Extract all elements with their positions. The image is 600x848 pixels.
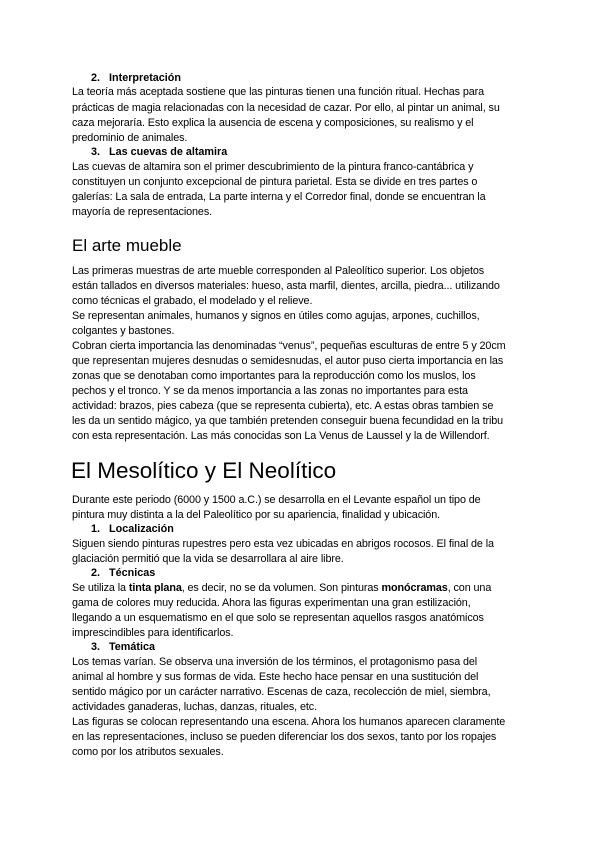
paragraph-line: Las cuevas de altamira son el primer descubrimiento de la pintura franco-cantábrica y (72, 161, 474, 173)
heading-number: 3. (91, 641, 101, 653)
paragraph-line: en las representaciones, incluso se pueden diferenciar los dos sexos, tanto por los ropajes (72, 731, 497, 743)
paragraph-line: zonas que se denotaban como importantes para la reproducción como los muslos, los (72, 370, 476, 382)
paragraph-line: pintura muy distinta a la del Paleolítico por su apariencia, finalidad y ubicación. (72, 509, 441, 521)
paragraph-line: Se representan animales, humanos y signos en útiles como agujas, arpones, cuchillos, (72, 310, 480, 322)
heading-localizacion (91, 522, 174, 536)
paragraph-line: prácticas de magia relacionadas con la necesidad de cazar. Por ello, al pintar un animal, su (72, 102, 500, 114)
paragraph-line: llegando a un esquematismo en el que solo se representan aquellos rasgos anatómicos (72, 612, 484, 624)
paragraph-line: Los temas varían. Se observa una inversión de los términos, el protagonismo pasa del (72, 656, 478, 668)
heading-number: 2. (91, 567, 101, 579)
paragraph-line: Siguen siendo pinturas rupestres pero esta vez ubicadas en abrigos rocosos. El final de la (72, 538, 494, 550)
paragraph-line: Durante este periodo (6000 y 1500 a.C.) se desarrolla en el Levante español un tipo de (72, 494, 481, 506)
heading-title: Interpretación (109, 72, 181, 84)
heading-title: Técnicas (109, 567, 156, 579)
paragraph-line: gama de colores muy reducida. Ahora las figuras experimentan una gran estilización, (72, 597, 471, 609)
heading-tematica (91, 640, 155, 654)
paragraph-line: como técnicas el grabado, el modelado y el relieve. (72, 295, 313, 307)
section-title-arte-mueble: El arte mueble (72, 236, 182, 255)
heading-title: Temática (109, 641, 156, 653)
paragraph-line: colgantes y bastones. (72, 325, 175, 337)
heading-cuevas (91, 145, 227, 159)
paragraph-line: actividades ganaderas, luchas, danzas, rituales, etc. (72, 701, 317, 713)
paragraph-line: como por los atributos sexuales. (72, 746, 224, 758)
text-run: Se utiliza la (72, 582, 129, 594)
paragraph-line: mayoría de representaciones. (72, 206, 213, 218)
paragraph-line: imprescindibles para identificarlos. (72, 627, 234, 639)
paragraph-line: constituyen un conjunto excepcional de pintura parietal. Esta se divide en tres partes o (72, 176, 478, 188)
paragraph-line: caza mejoraría. Esto explica la ausencia de escena y composiciones, su realismo y el (72, 117, 474, 129)
heading-number: 1. (91, 523, 101, 535)
bold-term-monocramas: monócramas (381, 582, 448, 594)
paragraph-line (72, 581, 491, 595)
text-run: , es decir, no se da volumen. Son pinturas (181, 582, 382, 594)
heading-number: 3. (91, 146, 101, 158)
section-title-mesolitico: El Mesolítico y El Neolítico (71, 458, 337, 483)
paragraph-line: predominio de animales. (72, 132, 188, 144)
paragraph-line: actividad: brazos, pies cabeza (que se representa cubierta), etc. A estas obras tambien se (72, 400, 494, 412)
text-run: , con una (447, 582, 492, 594)
bold-term-tinta-plana: tinta plana (128, 582, 182, 594)
paragraph-line: que representan mujeres desnudas o semidesnudas, el autor puso cierta importancia en las (72, 355, 504, 367)
paragraph-line: Las primeras muestras de arte mueble corresponden al Paleolítico superior. Los objetos (72, 265, 485, 277)
heading-title: Las cuevas de altamira (109, 146, 228, 158)
paragraph-line: glaciación permitió que la vida se desarrollara al aire libre. (72, 553, 344, 565)
paragraph-line: galerías: La sala de entrada, La parte interna y el Corredor final, donde se encuentran la (72, 191, 486, 203)
paragraph-line: están tallados en diversos materiales: hueso, asta marfil, dientes, arcilla, piedra... utilizando (72, 280, 500, 292)
paragraph-line: sentido mágico por un carácter narrativo. Escenas de caza, recolección de miel, siembra, (72, 686, 491, 698)
heading-title: Localización (109, 523, 174, 535)
paragraph-line: Cobran cierta importancia las denominadas “venus”, pequeñas esculturas de entre 5 y 20cm (72, 340, 506, 352)
heading-number: 2. (91, 72, 101, 84)
paragraph-line: Las figuras se colocan representando una escena. Ahora los humanos aparecen claramente (72, 716, 506, 728)
paragraph-line: La teoría más aceptada sostiene que las pinturas tienen una función ritual. Hechas para (72, 86, 485, 98)
paragraph-line: pechos y el tronco. Y se da menos importancia a las zonas no importantes para esta (72, 385, 468, 397)
paragraph-line: animal al hombre y sus formas de vida. Este hecho hace pensar en una sustitución del (72, 671, 479, 683)
heading-tecnicas (91, 566, 155, 580)
paragraph-line: con esta representación. Las más conocidas son La Venus de Laussel y la de Willendorf. (72, 430, 490, 442)
paragraph-line: les da un sentido mágico, ya que también pretenden conseguir buena fecundidad en la tribu (72, 415, 504, 427)
heading-interpretacion (91, 71, 181, 85)
